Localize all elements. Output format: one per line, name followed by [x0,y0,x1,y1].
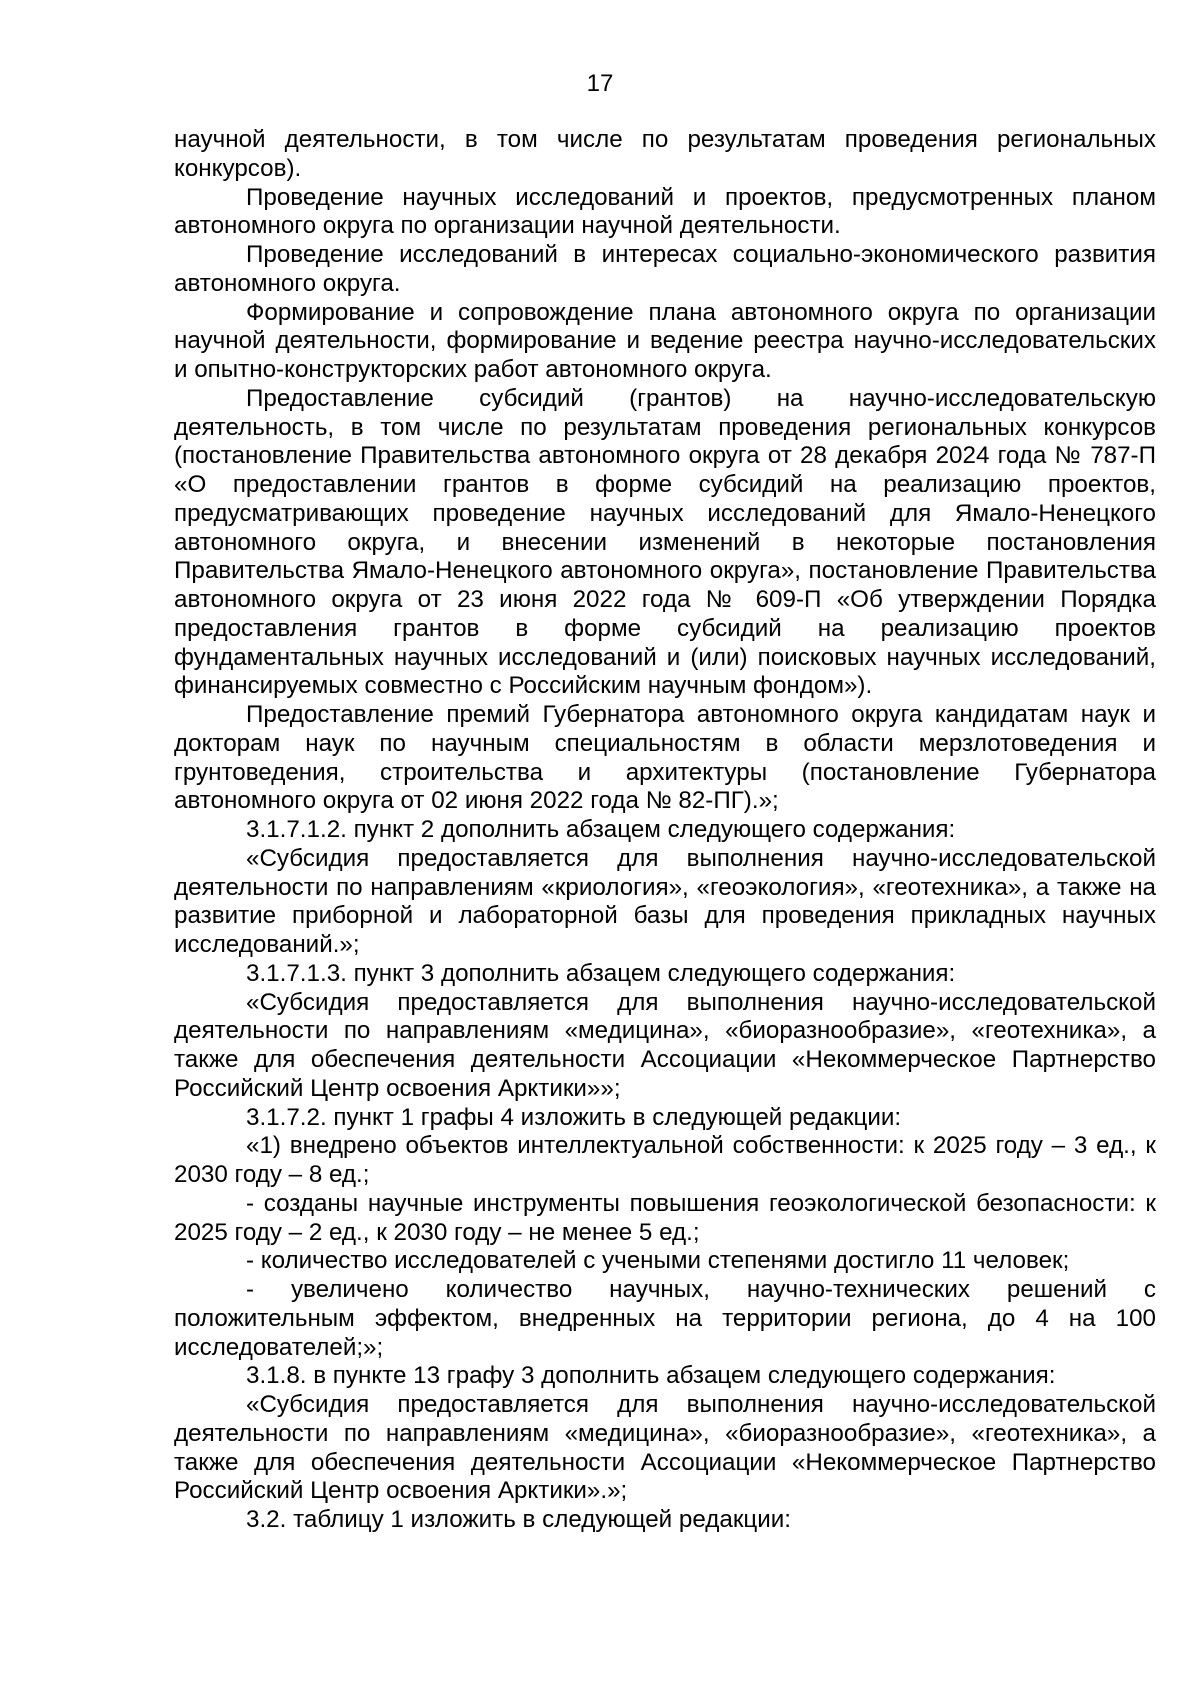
document-body [174,126,1156,1535]
paragraph: Формирование и сопровождение плана автономного округа по организации научной деятельности, формирование и ведение реестра научно-исследовательских и опытно-конструкторских работ автономного округа. [174,298,1156,383]
paragraph: «Субсидия предоставляется для выполнения научно-исследовательской деятельности по направлениям «медицина», «биоразнообразие», «геотехника», а также для обеспечения деятельности Ассоциации «Некоммерческое Партнерство Российский Центр освоения Арктики».»; [174,1391,1156,1505]
page-number: 17 [586,70,614,97]
paragraph: научной деятельности, в том числе по результатам проведения региональных конкурсов). [174,126,1156,182]
paragraph: - увеличено количество научных, научно-технических решений с положительным эффектом, внедренных на территории региона, до 4 на 100 исследователей;»; [174,1276,1156,1361]
paragraph: Проведение научных исследований и проектов, предусмотренных планом автономного округа по организации научной деятельности. [174,183,1156,240]
paragraph: - созданы научные инструменты повышения геоэкологической безопасности: к 2025 году – 2 ед., к 2030 году – не менее 5 ед.; [174,1189,1156,1246]
paragraph: - количество исследователей с учеными степенями достигло 11 человек; [246,1247,1070,1275]
paragraph: «1) внедрено объектов интеллектуальной собственности: к 2025 году – 3 ед., к 2030 году – 8 ед.; [174,1132,1156,1188]
paragraph: «Субсидия предоставляется для выполнения научно-исследовательской деятельности по направлениям «криология», «геоэкология», «геотехника», а также на развитие приборной и лабораторной базы для проведения прикладных научных исследований.»; [174,844,1156,958]
paragraph: Проведение исследований в интересах социально-экономического развития автономного округа. [174,241,1156,297]
paragraph: 3.2. таблицу 1 изложить в следующей редакции: [246,1506,792,1533]
paragraph: «Субсидия предоставляется для выполнения научно-исследовательской деятельности по направлениям «медицина», «биоразнообразие», «геотехника», а также для обеспечения деятельности Ассоциации «Некоммерческое Партнерство Российский Центр освоения Арктики»»; [174,988,1156,1102]
paragraph: 3.1.7.2. пункт 1 графы 4 изложить в следующей редакции: [246,1103,902,1131]
paragraph: 3.1.7.1.3. пункт 3 дополнить абзацем следующего содержания: [246,959,956,987]
paragraph: 3.1.8. в пункте 13 графу 3 дополнить абзацем следующего содержания: [246,1362,1056,1390]
paragraph: Предоставление премий Губернатора автономного округа кандидатам наук и докторам наук по научным специальностям в области мерзлотоведения и грунтоведения, строительства и архитектуры (постановление Губернатора автономного округа от 02 июня 2022 года № 82-ПГ).»; [174,701,1156,815]
paragraph: Предоставление субсидий (грантов) на научно-исследовательскую деятельность, в том числе по результатам проведения региональных конкурсов (постановление Правительства автономного округа от 28 декабря 2024 года № 787-П «О предоставлении грантов в форме субсидий на реализацию проектов, предусматривающих проведение научных исследований для Ямало-Ненецкого автономного округа, и внесении изменений в некоторые постановления Правительства Ямало-Ненецкого автономного округа», постановление Правительства автономного округа от 23 июня 2022 года № 609-П «Об утверждении Порядка предоставления грантов в форме субсидий на реализацию проектов фундаментальных научных исследований и (или) поисковых научных исследований, финансируемых совместно с Российским научным фондом»). [174,384,1156,700]
paragraph: 3.1.7.1.2. пункт 2 дополнить абзацем следующего содержания: [246,816,956,843]
